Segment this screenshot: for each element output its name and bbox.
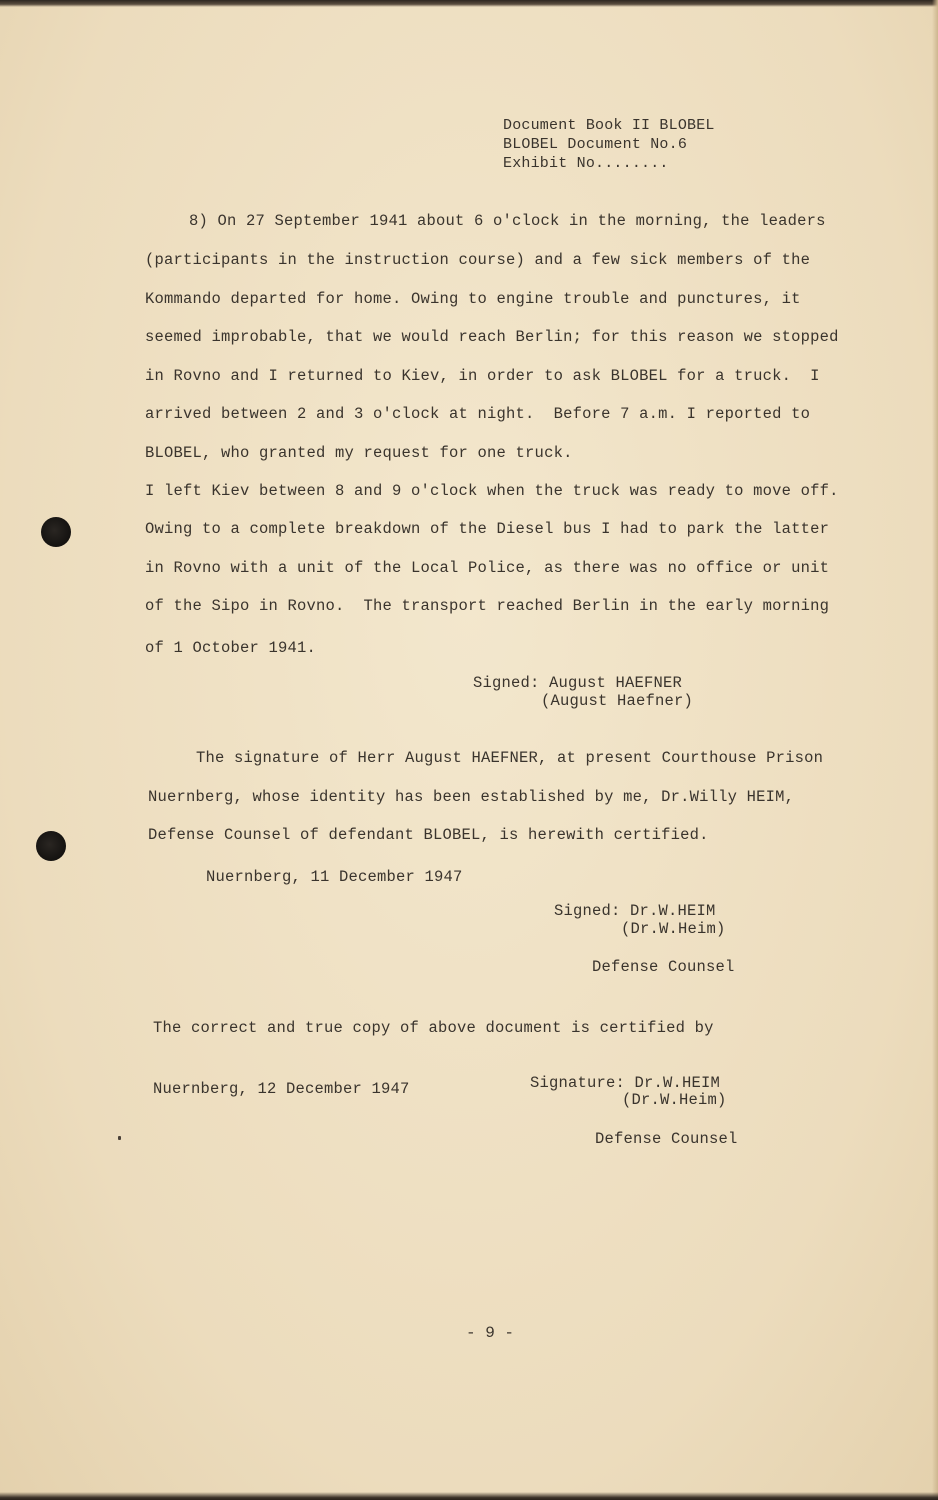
text-line: BLOBEL, who granted my request for one truck. (145, 444, 573, 462)
text-line: of 1 October 1941. (145, 639, 317, 657)
copy-certification-statement: The correct and true copy of above document is certified by (153, 1019, 714, 1037)
scan-top-edge (0, 0, 938, 7)
text-line: (participants in the instruction course) and a few sick members of the (145, 251, 811, 269)
ink-speck (118, 1136, 121, 1140)
text-line: Kommando departed for home. Owing to engine trouble and punctures, it (145, 290, 801, 308)
punch-hole-upper (41, 517, 71, 547)
header-exhibit-number: Exhibit No........ (503, 155, 669, 172)
text-line: Nuernberg, whose identity has been established by me, Dr.Willy HEIM, (148, 788, 795, 806)
page-number: - 9 - (466, 1324, 515, 1342)
signature-signed: Signature: Dr.W.HEIM (530, 1074, 721, 1092)
signature-signed: Signed: Dr.W.HEIM (554, 902, 716, 920)
signature-signed: Signed: August HAEFNER (473, 674, 683, 692)
text-line: Owing to a complete breakdown of the Diesel bus I had to park the latter (145, 520, 830, 538)
text-line: of the Sipo in Rovno. The transport reached Berlin in the early morning (145, 597, 830, 615)
scan-right-edge (932, 0, 938, 1500)
scan-bottom-edge (0, 1492, 938, 1500)
signature-name: (Dr.W.Heim) (621, 920, 726, 938)
header-document-book: Document Book II BLOBEL (503, 117, 715, 134)
text-line: I left Kiev between 8 and 9 o'clock when the truck was ready to move off. (145, 482, 839, 500)
place-date-second: Nuernberg, 12 December 1947 (153, 1080, 410, 1098)
text-line: in Rovno with a unit of the Local Police, as there was no office or unit (145, 559, 830, 577)
text-line: arrived between 2 and 3 o'clock at night. Before 7 a.m. I reported to (145, 405, 811, 423)
text-line: seemed improbable, that we would reach Berlin; for this reason we stopped (145, 328, 839, 346)
header-document-number: BLOBEL Document No.6 (503, 136, 688, 153)
signature-name: (August Haefner) (541, 692, 694, 710)
signature-title: Defense Counsel (592, 958, 735, 976)
signature-name: (Dr.W.Heim) (622, 1091, 727, 1109)
text-line: Defense Counsel of defendant BLOBEL, is herewith certified. (148, 826, 709, 844)
text-line: The signature of Herr August HAEFNER, at present Courthouse Prison (196, 749, 824, 767)
signature-title: Defense Counsel (595, 1130, 738, 1148)
text-line: in Rovno and I returned to Kiev, in order to ask BLOBEL for a truck. I (145, 367, 820, 385)
place-date-first: Nuernberg, 11 December 1947 (206, 868, 463, 886)
punch-hole-lower (36, 831, 66, 861)
text-line: 8) On 27 September 1941 about 6 o'clock in the morning, the leaders (189, 212, 826, 230)
